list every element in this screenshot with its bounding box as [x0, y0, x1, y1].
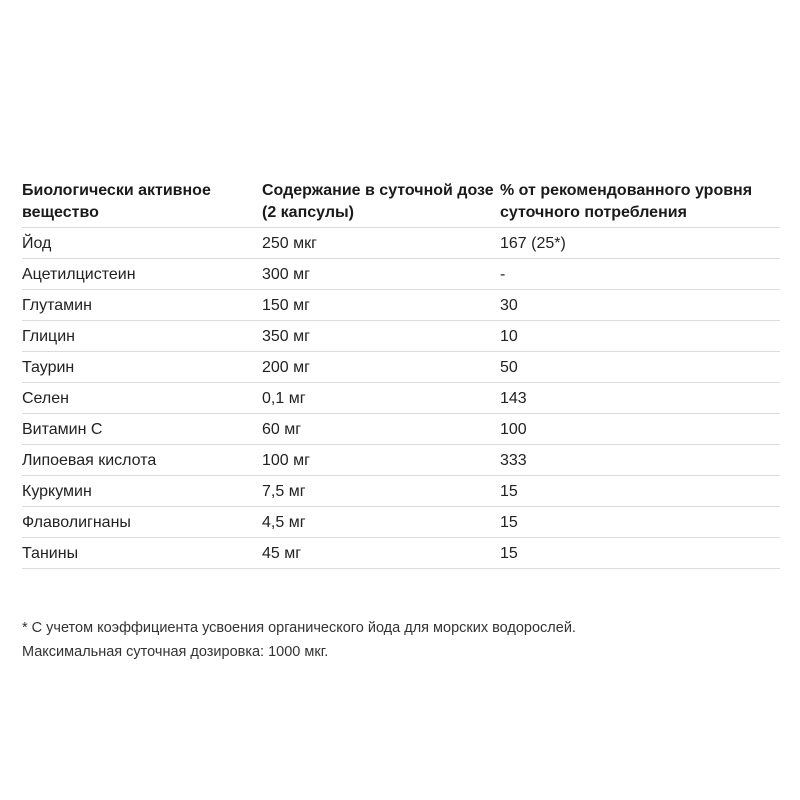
cell-percent: 10 [500, 327, 518, 345]
cell-amount: 60 мг [262, 420, 302, 438]
cell-amount: 7,5 мг [262, 482, 306, 500]
cell-substance: Селен [22, 389, 69, 407]
table-row [22, 538, 780, 569]
cell-substance: Витамин С [22, 420, 103, 438]
nutrient-table [22, 176, 780, 569]
cell-percent: 167 (25*) [500, 234, 566, 252]
cell-percent: 15 [500, 513, 518, 531]
cell-amount: 45 мг [262, 544, 302, 562]
cell-percent: - [500, 265, 506, 283]
footnote [22, 616, 782, 664]
table-row [22, 507, 780, 538]
cell-substance: Таурин [22, 358, 75, 376]
cell-percent: 50 [500, 358, 518, 376]
cell-percent: 143 [500, 389, 527, 407]
header-percent: % от рекомендованного уровня суточного потребления [500, 182, 753, 221]
table-header-row [22, 176, 780, 228]
cell-percent: 333 [500, 451, 527, 469]
cell-percent: 15 [500, 482, 518, 500]
cell-substance: Танины [22, 544, 79, 562]
cell-substance: Флаволигнаны [22, 513, 131, 531]
header-amount: Содержание в суточной дозе (2 капсулы) [262, 182, 494, 221]
table-row [22, 445, 780, 476]
cell-substance: Глицин [22, 327, 75, 345]
cell-percent: 15 [500, 544, 518, 562]
cell-amount: 350 мг [262, 327, 310, 345]
cell-amount: 150 мг [262, 296, 310, 314]
cell-percent: 30 [500, 296, 518, 314]
table-row [22, 352, 780, 383]
footnote-line-2: Максимальная суточная дозировка: 1000 мкг. [22, 644, 329, 660]
cell-amount: 100 мг [262, 451, 310, 469]
footnote-line-1: * С учетом коэффициента усвоения органического йода для морских водорослей. [22, 620, 576, 636]
table-row [22, 290, 780, 321]
table-row [22, 476, 780, 507]
cell-amount: 300 мг [262, 265, 310, 283]
cell-amount: 4,5 мг [262, 513, 306, 531]
cell-amount: 250 мкг [262, 234, 317, 252]
header-substance: Биологически активное вещество [22, 182, 211, 221]
table-row [22, 383, 780, 414]
table-row [22, 321, 780, 352]
cell-substance: Куркумин [22, 482, 92, 500]
cell-substance: Липоевая кислота [22, 451, 157, 469]
table-row [22, 414, 780, 445]
table-row [22, 259, 780, 290]
cell-substance: Ацетилцистеин [22, 265, 136, 283]
cell-amount: 200 мг [262, 358, 310, 376]
cell-substance: Глутамин [22, 296, 92, 314]
cell-substance: Йод [22, 234, 52, 252]
cell-percent: 100 [500, 420, 527, 438]
cell-amount: 0,1 мг [262, 389, 306, 407]
table-row [22, 228, 780, 259]
